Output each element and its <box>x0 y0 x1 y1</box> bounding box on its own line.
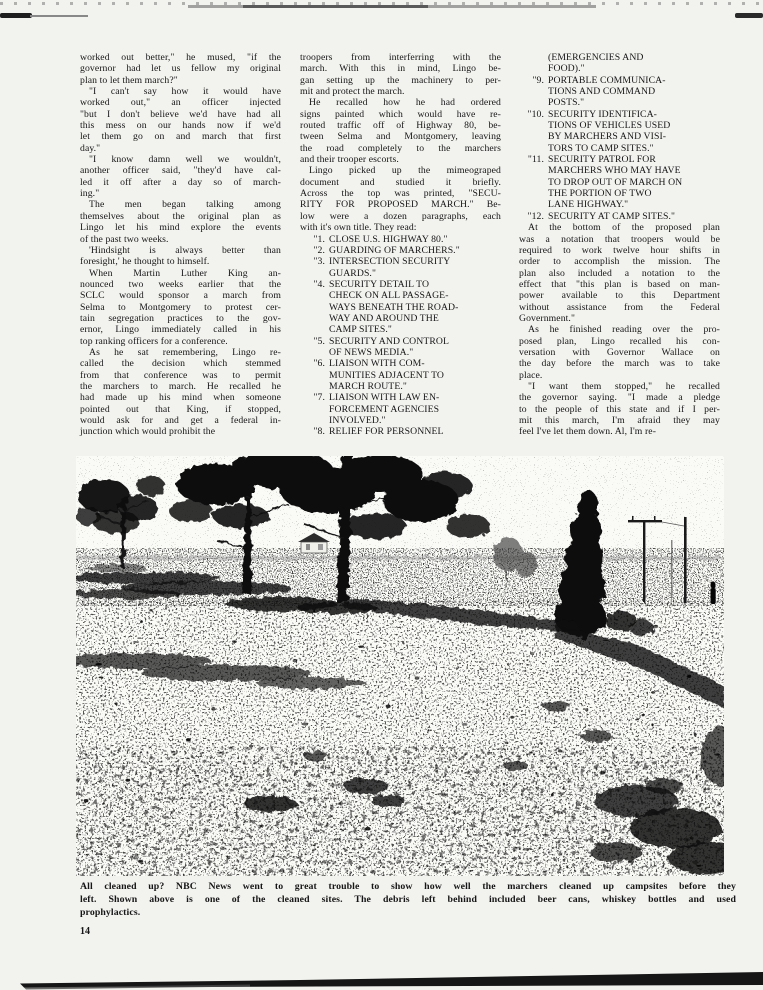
text-line: ernor, Lingo immediately called in his <box>80 324 281 336</box>
text-line: LIAISON WITH COM- <box>329 358 425 370</box>
text-line: POSTS." <box>548 97 585 109</box>
paragraph <box>80 268 281 347</box>
text-line: BY MARCHERS AND VISI- <box>548 131 667 143</box>
text-line: from that conference was to permit <box>80 369 281 381</box>
text-line: led it off after a day so of march- <box>80 176 281 188</box>
list-item <box>300 245 501 256</box>
text-line: order to accomplish the mission. The <box>519 256 720 268</box>
list-marker: "5. <box>313 335 325 347</box>
list-item <box>300 279 501 336</box>
list-marker: "4. <box>313 278 325 290</box>
text-line: MARCHERS WHO MAY HAVE <box>548 165 681 177</box>
list-marker: "3. <box>313 256 325 268</box>
text-line: required to work twelve hour shifts in <box>519 244 720 256</box>
paragraph <box>519 324 720 381</box>
campsite-photo <box>76 456 724 876</box>
text-line: the road completely to the marchers <box>300 142 501 154</box>
text-line: governor had let us fellow my original <box>80 63 281 75</box>
text-line: RITY FOR PROPOSED MARCH." Be- <box>300 199 501 211</box>
text-line: place. <box>519 369 543 381</box>
text-line: As he sat remembering, Lingo re- <box>89 346 281 358</box>
list-marker: "2. <box>313 244 325 256</box>
text-line: routed traffic off of Highway 80, be- <box>300 120 501 132</box>
text-line: CAMP SITES." <box>329 324 392 336</box>
text-line: He recalled how he had ordered <box>309 97 501 109</box>
photo-caption <box>80 881 736 920</box>
list-marker: "1. <box>313 233 325 245</box>
paragraph <box>300 52 501 97</box>
text-line: worked out," an officer injected <box>80 97 281 109</box>
page-number: 14 <box>80 926 90 937</box>
text-line: Selma to Montgomery to protest cer- <box>80 301 281 313</box>
text-line: plan to let them march?" <box>80 74 178 86</box>
paragraph <box>80 347 281 438</box>
text-column-right <box>519 52 720 438</box>
paragraph <box>80 52 281 86</box>
text-line: foresight,' he thought to himself. <box>80 256 210 268</box>
text-line: MARCH ROUTE." <box>329 380 407 392</box>
text-line: ing." <box>80 188 100 200</box>
text-line: When Martin Luther King an- <box>89 267 281 279</box>
paragraph <box>80 154 281 199</box>
list-marker: "10. <box>527 108 544 120</box>
text-line: WAYS BENEATH THE ROAD- <box>329 301 459 313</box>
list-marker <box>519 52 548 75</box>
text-line: another officer said, "they'd have cal- <box>80 165 281 177</box>
list-item <box>300 336 501 359</box>
text-line: All cleaned up? NBC News went to great trouble to show how well the marchers cleaned up campsites before they <box>80 881 736 892</box>
text-line: "I can't say how it would have <box>89 86 281 98</box>
scan-smudge-line <box>30 15 88 17</box>
text-line: called the decision which stemmed <box>80 358 281 370</box>
list-marker: "12. <box>527 210 544 222</box>
text-line: Across the top was printed, "SECU- <box>300 188 501 200</box>
list-item <box>519 109 720 154</box>
text-line: of the past two weeks. <box>80 233 169 245</box>
list-item <box>300 358 501 392</box>
text-line: INVOLVED." <box>329 415 386 426</box>
text-line: GUARDING OF MARCHERS." <box>329 244 460 256</box>
list-marker: "11. <box>527 154 544 166</box>
text-line: INTERSECTION SECURITY <box>329 256 451 268</box>
text-line: low were a dozen paragraphs, each <box>300 210 501 222</box>
text-line: (EMERGENCIES AND <box>548 52 644 63</box>
text-line: "I want them stopped," he recalled <box>528 380 720 392</box>
list-item <box>300 392 501 426</box>
scan-smudge-top-left <box>0 13 32 18</box>
text-line: feel I've let them down. Al, I'm re- <box>519 426 657 438</box>
text-line: tain segregation practices to the gov- <box>80 312 281 324</box>
text-line: Government." <box>519 312 575 324</box>
text-line: gan setting up the machinery to per- <box>300 74 501 86</box>
text-line: to the people of this state and if I per- <box>519 403 720 415</box>
text-line: versation with Governor Wallace on <box>519 346 720 358</box>
text-line: "I know damn well we wouldn't, <box>89 154 281 166</box>
list-marker: "9. <box>532 74 544 86</box>
text-line: PORTABLE COMMUNICA- <box>548 74 666 86</box>
text-line: THE PORTION OF TWO <box>548 188 652 200</box>
text-line: CLOSE U.S. HIGHWAY 80." <box>329 233 448 245</box>
text-line: LANE HIGHWAY." <box>548 199 629 211</box>
text-line: SECURITY DETAIL TO <box>329 278 430 290</box>
paragraph <box>519 381 720 438</box>
text-line: mit and protect the march. <box>300 86 405 98</box>
text-line: nounced two weeks earlier that the <box>80 278 281 290</box>
text-line: this mess on our hands now if we'd <box>80 120 281 132</box>
text-line: "but I don't believe we'd have had all <box>80 108 281 120</box>
scan-edge-bottom <box>0 970 763 990</box>
text-line: SECURITY IDENTIFICA- <box>548 108 658 120</box>
text-line: CHECK ON ALL PASSAGE- <box>329 290 449 302</box>
text-line: Lingo picked up the mimeograped <box>309 165 501 177</box>
text-line: was a notation that troopers would be <box>519 233 720 245</box>
scan-smudge-top-right <box>735 13 763 18</box>
text-line: GUARDS." <box>329 267 377 279</box>
text-line: WAY AND AROUND THE <box>329 312 439 324</box>
list-item <box>519 52 720 75</box>
text-line: posed plan, Lingo recalled his con- <box>519 335 720 347</box>
text-line: the governor saying. "I made a pledge <box>519 392 720 404</box>
list-item <box>300 256 501 279</box>
text-line: themselves about the original plan as <box>80 210 281 222</box>
text-column-middle <box>300 52 501 438</box>
list-item <box>300 234 501 245</box>
text-line: FOOD)." <box>548 63 585 75</box>
text-line: MUNITIES ADJACENT TO <box>329 369 445 381</box>
text-line: junction which would prohibit the <box>80 426 216 438</box>
text-line: day." <box>80 142 101 154</box>
text-line: TO DROP OUT OF MARCH ON <box>548 176 683 188</box>
text-line: prophylactics. <box>80 906 141 918</box>
text-line: Lingo let his mind explore the events <box>80 222 281 234</box>
text-line: top ranking officers for a conference. <box>80 335 228 347</box>
list-item <box>519 75 720 109</box>
text-line: without assistance from the Federal <box>519 301 720 313</box>
paragraph <box>80 245 281 268</box>
text-line: tween Selma and Montgomery, leaving <box>300 131 501 143</box>
text-line: document and studied it briefly. <box>300 176 501 188</box>
paragraph <box>80 199 281 244</box>
text-line: left. Shown above is one of the cleaned sites. The debris left behind included beer cans, whiskey bottles and used <box>80 893 736 905</box>
text-line: SECURITY AND CONTROL <box>329 335 450 347</box>
text-line: FORCEMENT AGENCIES <box>329 403 440 415</box>
text-line: TORS TO CAMP SITES." <box>548 142 654 154</box>
text-line: LIAISON WITH LAW EN- <box>329 392 440 404</box>
list-marker: "6. <box>313 358 325 370</box>
text-line: the marchers to march. He recalled he <box>80 380 281 392</box>
paragraph <box>300 165 501 233</box>
scan-streak-dark <box>243 5 428 8</box>
text-column-left <box>80 52 281 438</box>
text-line: signs painted which would have re- <box>300 108 501 120</box>
paragraph <box>300 97 501 165</box>
text-line: TIONS AND COMMAND <box>548 86 656 98</box>
text-line: and their trooper escorts. <box>300 154 399 166</box>
text-line: troopers from interferring with the <box>300 52 501 63</box>
text-line: would ask for and get a federal in- <box>80 415 281 426</box>
text-line: SECURITY PATROL FOR <box>548 154 656 166</box>
text-line: worked out better," he mused, "if the <box>80 52 281 63</box>
text-line: mit this march, I'm afraid they may <box>519 415 720 426</box>
paragraph <box>80 86 281 154</box>
text-line: power available to this Department <box>519 290 720 302</box>
text-line: SCLC would sponsor a march from <box>80 290 281 302</box>
text-line: plan also included a notation to the <box>519 267 720 279</box>
text-line: march. With this in mind, Lingo be- <box>300 63 501 75</box>
text-line: let them go on and march that first <box>80 131 281 143</box>
text-line: OF NEWS MEDIA." <box>329 346 414 358</box>
text-line: with it's own title. They read: <box>300 222 417 234</box>
paragraph <box>519 222 720 324</box>
text-line: SECURITY AT CAMP SITES." <box>548 210 676 222</box>
text-line: TIONS OF VEHICLES USED <box>548 120 671 132</box>
text-line: As he finished reading over the pro- <box>528 324 720 336</box>
text-line: 'Hindsight is always better than <box>89 244 281 256</box>
text-line: pointed out that King, if stopped, <box>80 403 281 415</box>
text-line: the day before the march was to take <box>519 358 720 370</box>
text-line: At the bottom of the proposed plan <box>528 222 720 234</box>
text-line: RELIEF FOR PERSONNEL <box>329 426 444 438</box>
text-line: effect that "this plan is based on man- <box>519 278 720 290</box>
list-marker: "7. <box>313 392 325 404</box>
list-item <box>519 154 720 211</box>
list-marker: "8. <box>313 426 325 438</box>
text-line: had made up his mind when someone <box>80 392 281 404</box>
text-line: The men began talking among <box>89 199 281 211</box>
figure-right-edge <box>710 581 715 604</box>
list-item <box>519 211 720 222</box>
list-item <box>300 426 501 437</box>
